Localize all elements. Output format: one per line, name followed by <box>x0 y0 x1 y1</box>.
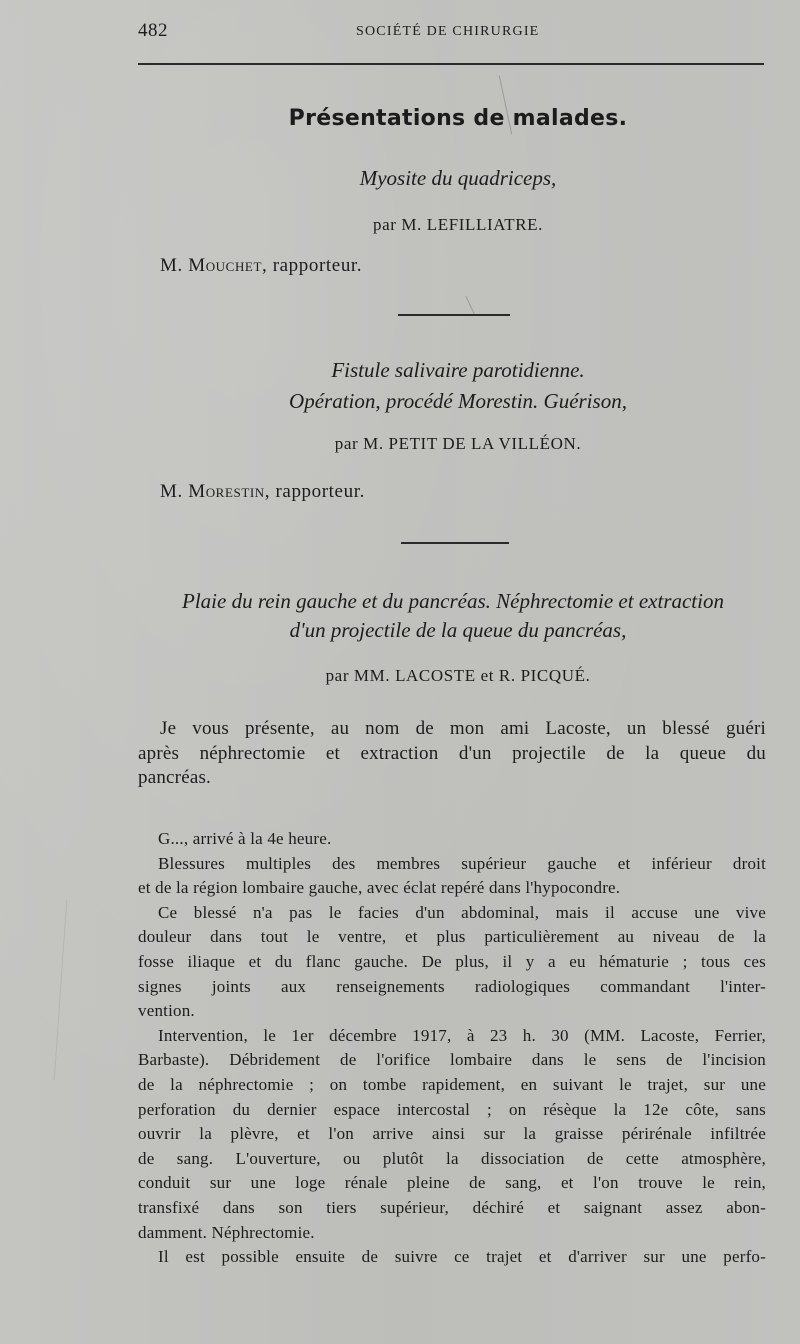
text-line: perforation du dernier espace intercostal ; on résèque la 12e côte, sans <box>138 1099 766 1119</box>
text-line: Je vous présente, au nom de mon ami Lacoste, un blessé guéri <box>160 718 766 739</box>
text-line: et de la région lombaire gauche, avec éclat repéré dans l'hypocondre. <box>138 878 621 898</box>
case-report <box>138 827 766 1270</box>
entry-1-rapporteur: M. Mouchet, rapporteur. <box>160 255 363 276</box>
text-line: Intervention, le 1er décembre 1917, à 23 h. 30 (MM. Lacoste, Ferrier, <box>158 1025 766 1045</box>
text-line: Blessures multiples des membres supérieur gauche et inférieur droit <box>158 853 766 873</box>
text-line: de la néphrectomie ; on tombe rapidement, en suivant le trajet, sur une <box>138 1074 766 1094</box>
scan-scratch <box>54 900 68 1080</box>
section-title: Présentations de malades. <box>288 106 628 131</box>
text-line: fosse iliaque et du flanc gauche. De plus, il y a eu hématurie ; tous ces <box>138 951 766 971</box>
text-line: conduit sur une loge rénale pleine de sang, et l'on trouve le rein, <box>138 1173 766 1193</box>
text-line: transfixé dans son tiers supérieur, déchiré et saignant assez abon- <box>138 1197 766 1217</box>
intro-paragraph <box>138 717 766 791</box>
divider-2 <box>401 542 509 544</box>
text-line: pancréas. <box>138 767 212 788</box>
text-line: douleur dans tout le ventre, et plus particulièrement au niveau de la <box>138 927 766 947</box>
entry-3-byline: par MM. LACOSTE et R. PICQUÉ. <box>325 666 591 685</box>
text-line: ouvrir la plèvre, et l'on arrive ainsi sur la graisse périrénale infiltrée <box>138 1124 766 1144</box>
rapporteur-name: Morestin, <box>188 481 271 502</box>
entry-2-title-line-1: Fistule salivaire parotidienne. <box>331 358 585 382</box>
page-number: 482 <box>138 20 168 41</box>
entry-2-title-line-2: Opération, procédé Morestin. Guérison, <box>289 389 627 413</box>
entry-3-title-line-2: d'un projectile de la queue du pancréas, <box>289 618 627 642</box>
divider-1 <box>398 314 510 316</box>
text-line: Il est possible ensuite de suivre ce trajet et d'arriver sur une perfo- <box>158 1247 766 1267</box>
text-line: Ce blessé n'a pas le facies d'un abdominal, mais il accuse une vive <box>158 902 766 922</box>
running-title: SOCIÉTÉ DE CHIRURGIE <box>356 24 540 39</box>
text-line: vention. <box>138 1001 195 1021</box>
text-line: damment. Néphrectomie. <box>138 1222 315 1242</box>
text-line: Barbaste). Débridement de l'orifice lombaire dans le sens de l'incision <box>138 1050 766 1070</box>
text-line: après néphrectomie et extraction d'un projectile de la queue du <box>138 742 766 764</box>
text-line: signes joints aux renseignements radiologiques commandant l'inter- <box>138 976 766 996</box>
text-line: de sang. L'ouverture, ou plutôt la dissociation de cette atmosphère, <box>138 1148 766 1168</box>
entry-1-title: Myosite du quadriceps, <box>359 166 557 190</box>
case-line: G..., arrivé à la 4e heure. <box>158 829 332 848</box>
header-rule <box>138 63 764 65</box>
entry-1-byline: par M. LEFILLIATRE. <box>372 215 544 234</box>
entry-3-title-line-1: Plaie du rein gauche et du pancréas. Néphrectomie et extraction <box>182 589 724 613</box>
entry-2-rapporteur: M. Morestin, rapporteur. <box>160 481 365 502</box>
rapporteur-name: Mouchet, <box>188 255 268 276</box>
entry-2-byline: par M. PETIT DE LA VILLÉON. <box>334 434 582 453</box>
